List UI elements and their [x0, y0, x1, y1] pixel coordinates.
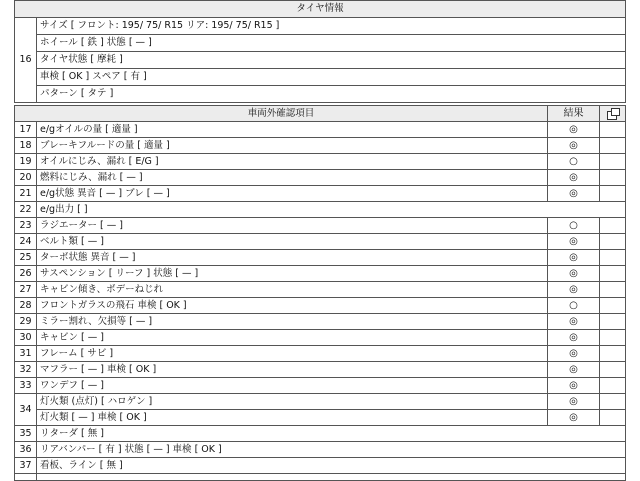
lights-on-result: ◎: [548, 394, 600, 410]
tire-info-title: タイヤ情報: [15, 1, 626, 18]
table-row: [15, 346, 626, 362]
check-item-label: ブレーキフルードの量 [ 適量 ]: [37, 138, 548, 154]
check-result: ◎: [548, 170, 600, 186]
exterior-check-table: [14, 105, 626, 481]
table-row: [15, 154, 626, 170]
check-result: ◎: [548, 266, 600, 282]
table-row: [15, 122, 626, 138]
check-result: ◎: [548, 282, 600, 298]
check-item-label: サスペンション [ リーフ ] 状態 [ — ]: [37, 266, 548, 282]
table-row: [15, 170, 626, 186]
copy-icon-cell[interactable]: [600, 106, 626, 122]
check-item-label: e/g出力 [ ]: [37, 202, 626, 218]
check-item-label: e/g状態 異音 [ — ] ブレ [ — ]: [37, 186, 548, 202]
exterior-check-title: 車両外確認項目: [15, 106, 548, 122]
row-number: 37: [15, 458, 37, 474]
table-row: [15, 362, 626, 378]
table-row: [15, 282, 626, 298]
check-result: ◎: [548, 234, 600, 250]
row-number: 26: [15, 266, 37, 282]
row-number: 25: [15, 250, 37, 266]
table-row: [15, 298, 626, 314]
table-row: [15, 266, 626, 282]
row-number: 32: [15, 362, 37, 378]
tire-info-table: [14, 0, 626, 103]
row-number: 18: [15, 138, 37, 154]
check-item-label: キャビン [ — ]: [37, 330, 548, 346]
check-result: ◎: [548, 362, 600, 378]
check-result: ◎: [548, 330, 600, 346]
inspection-spare-row: 車検 [ OK ] スペア [ 有 ]: [37, 69, 626, 86]
check-item-label: オイルにじみ、漏れ [ E/G ]: [37, 154, 548, 170]
check-result: ◎: [548, 186, 600, 202]
row-number: 22: [15, 202, 37, 218]
lights-result: ◎: [548, 410, 600, 426]
tire-condition-row: タイヤ状態 [ 摩耗 ]: [37, 52, 626, 69]
table-row: [15, 426, 626, 442]
check-result: ◎: [548, 138, 600, 154]
check-result: ○: [548, 298, 600, 314]
result-header: 結果: [548, 106, 600, 122]
check-result: ○: [548, 218, 600, 234]
check-item-label: 燃料にじみ、漏れ [ — ]: [37, 170, 548, 186]
check-result: ◎: [548, 314, 600, 330]
table-row: [15, 138, 626, 154]
row-number: 27: [15, 282, 37, 298]
check-item-label: フロントガラスの飛石 車検 [ OK ]: [37, 298, 548, 314]
row-number: 24: [15, 234, 37, 250]
tire-row-number: 16: [15, 18, 37, 103]
check-result: ◎: [548, 346, 600, 362]
check-item-label: リアバンパー [ 有 ] 状態 [ — ] 車検 [ OK ]: [37, 442, 626, 458]
tread-pattern-row: パターン [ タテ ]: [37, 86, 626, 103]
lights-on-label: 灯火類 (点灯) [ ハロゲン ]: [37, 394, 548, 410]
row-number: 17: [15, 122, 37, 138]
check-item-label: 看板、ライン [ 無 ]: [37, 458, 626, 474]
table-row: [15, 202, 626, 218]
row-number: 21: [15, 186, 37, 202]
check-result: ◎: [548, 378, 600, 394]
row-number: 19: [15, 154, 37, 170]
copy-icon[interactable]: [606, 108, 620, 119]
table-row: [15, 314, 626, 330]
row-number: 29: [15, 314, 37, 330]
table-row: [15, 186, 626, 202]
check-item-label: ベルト類 [ — ]: [37, 234, 548, 250]
check-item-label: フレーム [ サビ ]: [37, 346, 548, 362]
table-row: [15, 234, 626, 250]
inspection-sheet: [14, 0, 626, 480]
check-item-label: e/gオイルの量 [ 適量 ]: [37, 122, 548, 138]
check-item-label: ワンデフ [ — ]: [37, 378, 548, 394]
table-row: [15, 218, 626, 234]
check-result: ◎: [548, 122, 600, 138]
row-number: 30: [15, 330, 37, 346]
table-row: [15, 250, 626, 266]
table-row: [15, 330, 626, 346]
check-result: ○: [548, 154, 600, 170]
row-number: 36: [15, 442, 37, 458]
row-number: 35: [15, 426, 37, 442]
check-item-label: ミラー割れ、欠損等 [ — ]: [37, 314, 548, 330]
row-number: 31: [15, 346, 37, 362]
row-number: 28: [15, 298, 37, 314]
table-row: [15, 378, 626, 394]
check-result: ◎: [548, 250, 600, 266]
check-item-label: ターボ状態 異音 [ — ]: [37, 250, 548, 266]
row-number: 20: [15, 170, 37, 186]
check-item-label: マフラー [ — ] 車検 [ OK ]: [37, 362, 548, 378]
row-number: 33: [15, 378, 37, 394]
wheel-row: ホイール [ 鉄 ] 状態 [ — ]: [37, 35, 626, 52]
table-row: [15, 458, 626, 474]
check-item-label: キャビン傾き、ボデーねじれ: [37, 282, 548, 298]
check-item-label: リターダ [ 無 ]: [37, 426, 626, 442]
row-number: 34: [15, 394, 37, 426]
table-row: [15, 442, 626, 458]
check-item-label: ラジエーター [ — ]: [37, 218, 548, 234]
row-number: 23: [15, 218, 37, 234]
lights-label: 灯火類 [ — ] 車検 [ OK ]: [37, 410, 548, 426]
tire-size-row: サイズ [ フロント: 195/ 75/ R15 リア: 195/ 75/ R15 ]: [37, 18, 626, 35]
